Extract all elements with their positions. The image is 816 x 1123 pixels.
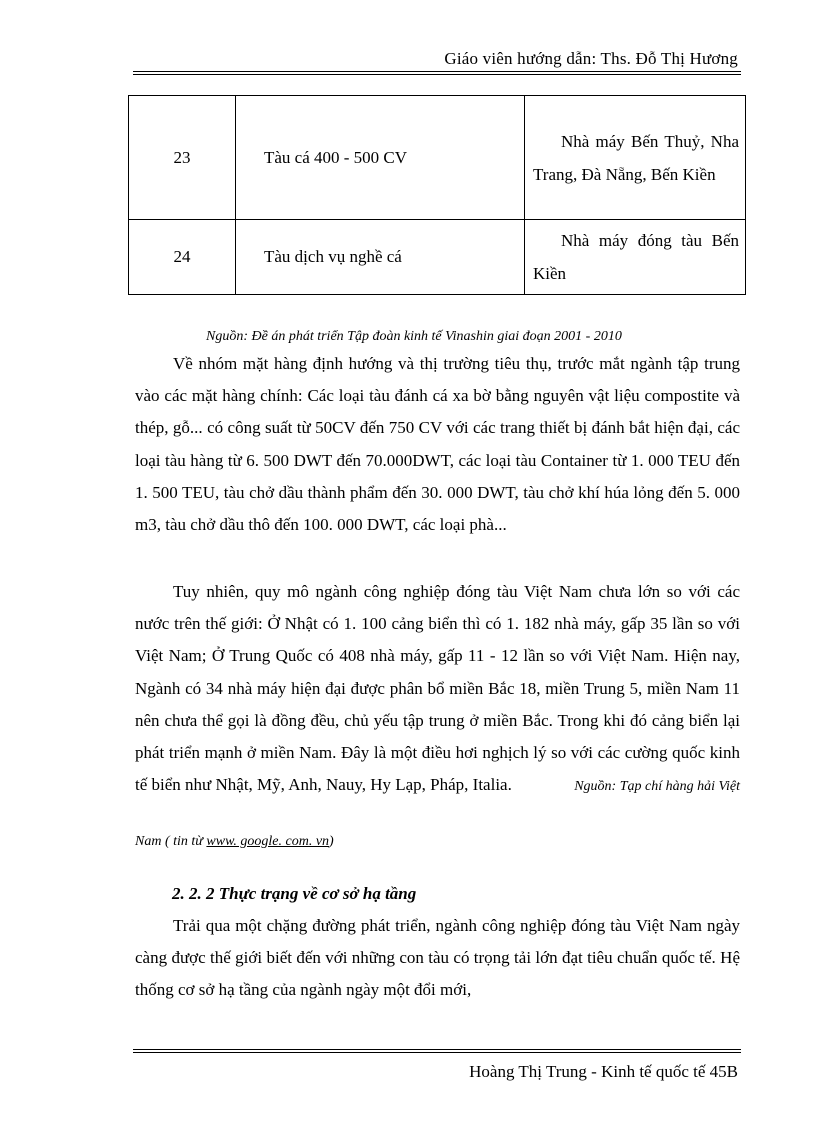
table-row	[129, 96, 746, 220]
factory-cell	[525, 220, 746, 295]
header-rule-2	[133, 74, 741, 75]
header-advisor: Giáo viên hướng dẫn: Ths. Đỗ Thị Hương	[444, 49, 738, 68]
header-rule-1	[133, 71, 741, 72]
paragraph-scale	[135, 576, 740, 803]
factory-text: Nhà máy Bến Thuỷ, Nha Trang, Đà Nẵng, Bến Kiền	[533, 131, 739, 184]
source-prefix: Nam ( tin từ	[135, 834, 207, 849]
footer-rule-1	[133, 1049, 741, 1050]
source-link[interactable]: www. google. com. vn	[206, 834, 330, 849]
source-continuation	[135, 834, 334, 850]
paragraph-products: Về nhóm mặt hàng định hướng và thị trường tiêu thụ, trước mắt ngành tập trung vào các mặt hàng chính: Các loại tàu đánh cá xa bờ bằng nguyên vật liệu compostite và thép, gỗ... có công suất từ 50CV đến 750 CV với các trang thiết bị đánh bắt hiện đại, các loại tàu hàng từ 6. 500 DWT đến 70.000DWT, các loại tàu Container từ 1. 000 TEU đến 1. 500 TEU, tàu chở dầu thành phẩm đến 30. 000 DWT, tàu chở khí húa lỏng đến 5. 000 m3, tàu chở dầu thô đến 100. 000 DWT, các loại phà...	[135, 354, 740, 535]
factory-text: Nhà máy đóng tàu Bến Kiền	[533, 231, 739, 283]
paragraph-infrastructure: Trải qua một chặng đường phát triển, ngành công nghiệp đóng tàu Việt Nam ngày càng được thế giới biết đến với những con tàu có trọng tải lớn đạt tiêu chuẩn quốc tế. Hệ thống cơ sở hạ tầng của ngành ngày một đổi mới,	[135, 916, 740, 1000]
footer-rule-2	[133, 1052, 741, 1053]
paragraph-scale-text: Tuy nhiên, quy mô ngành công nghiệp đóng tàu Việt Nam chưa lớn so với các nước trên thế giới: Ở Nhật có 1. 100 cảng biển thì có 1. 182 nhà máy, gấp 35 lần so với Việt Nam; Ở Trung Quốc có 408 nhà máy, gấp 11 - 12 lần so với Việt Nam. Hiện nay, Ngành có 34 nhà máy hiện đại được phân bổ miền Bắc 18, miền Trung 5, miền Nam 11 nên chưa thể gọi là đồng đều, chủ yếu tập trung ở miền Bắc. Trong khi đó cảng biển lại phát triển mạnh ở miền Nam. Đây là một điều hơi nghịch lý so với các cường quốc kinh tế biển như Nhật, Mỹ, Anh, Nauy, Hy Lạp, Pháp, Italia.	[135, 582, 740, 795]
product-name: Tàu dịch vụ nghề cá	[236, 220, 525, 295]
row-number: 23	[129, 96, 236, 220]
table-source: Nguồn: Đề án phát triển Tập đoàn kinh tế Vinashin giai đoạn 2001 - 2010	[206, 329, 622, 344]
factory-cell	[525, 96, 746, 220]
source-inline: Nguồn: Tạp chí hàng hải Việt	[574, 779, 740, 795]
section-heading: 2. 2. 2 Thực trạng về cơ sở hạ tầng	[172, 884, 417, 903]
product-table	[128, 95, 746, 295]
row-number: 24	[129, 220, 236, 295]
table-row	[129, 220, 746, 295]
source-suffix: )	[329, 834, 334, 849]
footer-author: Hoàng Thị Trung - Kinh tế quốc tế 45B	[469, 1062, 738, 1081]
product-name: Tàu cá 400 - 500 CV	[236, 96, 525, 220]
